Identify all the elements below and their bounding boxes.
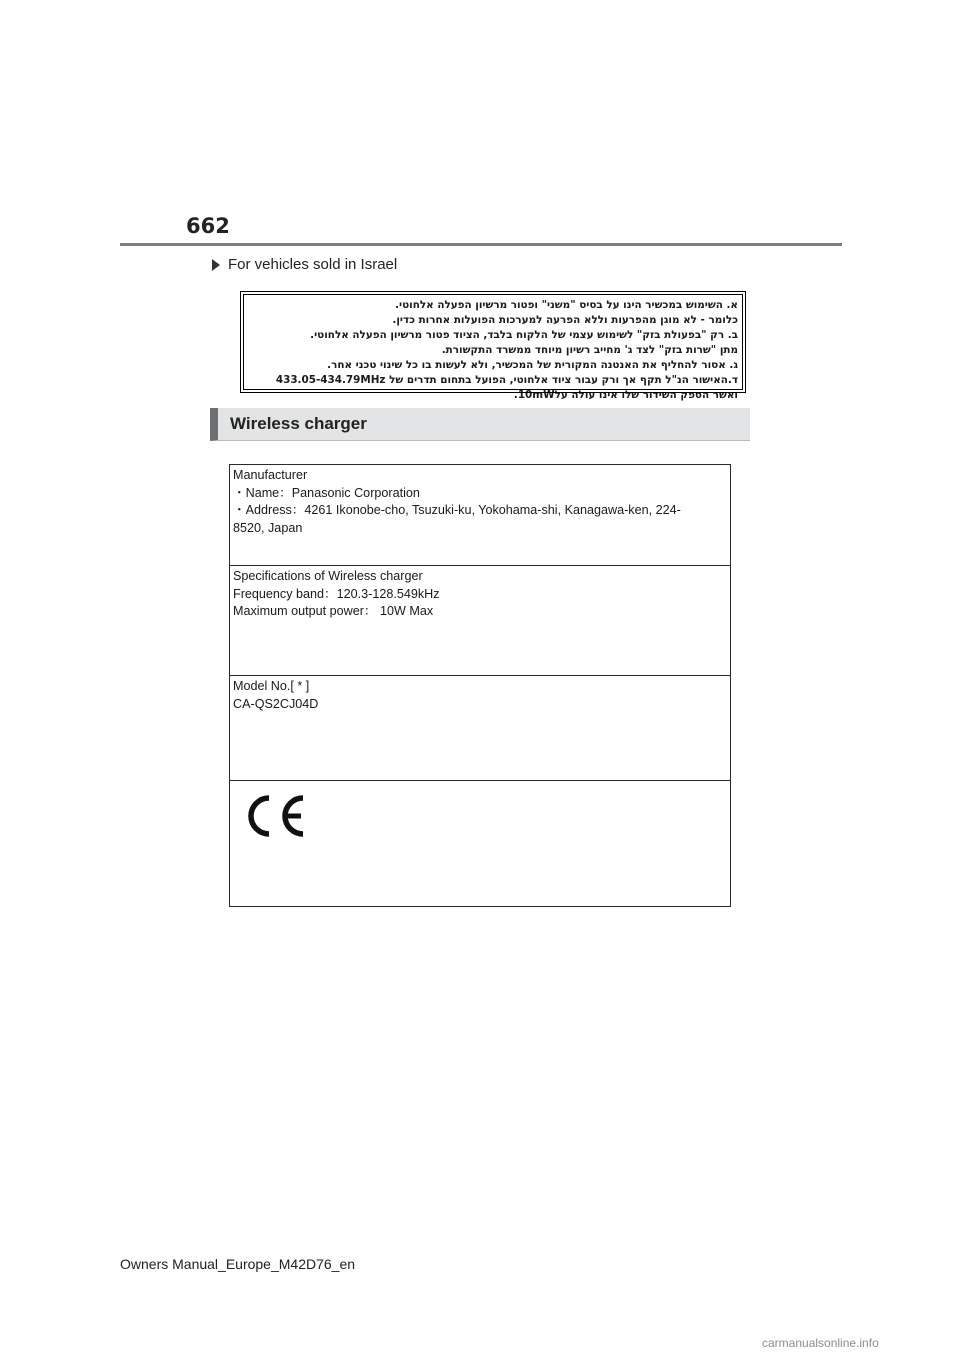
specifications-label: Specifications of Wireless charger: [233, 569, 423, 583]
model-number: CA-QS2CJ04D: [233, 696, 319, 711]
israel-subheading: [212, 256, 397, 273]
table-row: [230, 465, 731, 566]
manufacturer-cell: [230, 465, 731, 566]
table-row: [230, 781, 731, 907]
manufacturer-address-line-1: ・Address：4261 Ikonobe-cho, Tsuzuki-ku, Yokohama-shi, Kanagawa-ken, 224-: [233, 503, 681, 517]
hebrew-line: ג. אסור להחליף את האנטנה המקורית של המכשיר, ולא לעשות בו כל שינוי טכני אחר.: [327, 359, 738, 371]
frequency-band: Frequency band：120.3-128.549kHz: [233, 586, 440, 601]
israel-subheading-text: For vehicles sold in Israel: [228, 256, 398, 273]
israel-regulatory-box: [243, 294, 743, 401]
wireless-charger-spec-table: [229, 464, 731, 907]
manufacturer-name: ・Name：Panasonic Corporation: [233, 485, 420, 500]
hebrew-line: ב. רק "בפעולת בזק" לשימוש עצמי של הלקוח בלבד, הציוד פטור מרשיון הפעלה אלחוטי.: [310, 329, 738, 341]
specifications-cell: [230, 566, 731, 676]
model-cell: [230, 676, 731, 781]
table-row: [230, 566, 731, 676]
model-label: Model No.[ * ]: [233, 679, 310, 693]
hebrew-line: א. השימוש במכשיר הינו על בסיס "משני" ופטור מרשיון הפעלה אלחוטי.: [395, 299, 738, 311]
triangle-bullet-icon: [212, 259, 220, 271]
ce-mark-icon: [241, 792, 307, 840]
page-number: 662: [186, 214, 230, 238]
maximum-output-power: Maximum output power： 10W Max: [233, 604, 434, 618]
hebrew-line: ד.האישור הנ"ל תקף אך ורק עבור ציוד אלחוטי, הפועל בתחום תדרים של 433.05-434.79MHz: [275, 374, 738, 386]
hebrew-line: מתן "שרות בזק" לצד ג' מחייב רשיון מיוחד ממשרד התקשורת.: [441, 344, 738, 356]
footer-text: Owners Manual_Europe_M42D76_en: [120, 1256, 356, 1272]
section-header-bar: [210, 408, 750, 441]
manufacturer-label: Manufacturer: [233, 468, 308, 482]
certification-cell: [230, 781, 731, 907]
table-row: [230, 676, 731, 781]
hebrew-line: ואשר הספק השידור שלו אינו עולה על10mW.: [513, 389, 738, 401]
header-rule: [120, 243, 842, 246]
section-title: Wireless charger: [230, 414, 367, 433]
hebrew-line: כלומר - לא מוגן מהפרעות וללא הפרעה למערכות הפועלות אחרות כדין.: [392, 314, 738, 326]
watermark: carmanualsonline.info: [762, 1336, 879, 1350]
manufacturer-address-line-2: 8520, Japan: [233, 520, 303, 535]
